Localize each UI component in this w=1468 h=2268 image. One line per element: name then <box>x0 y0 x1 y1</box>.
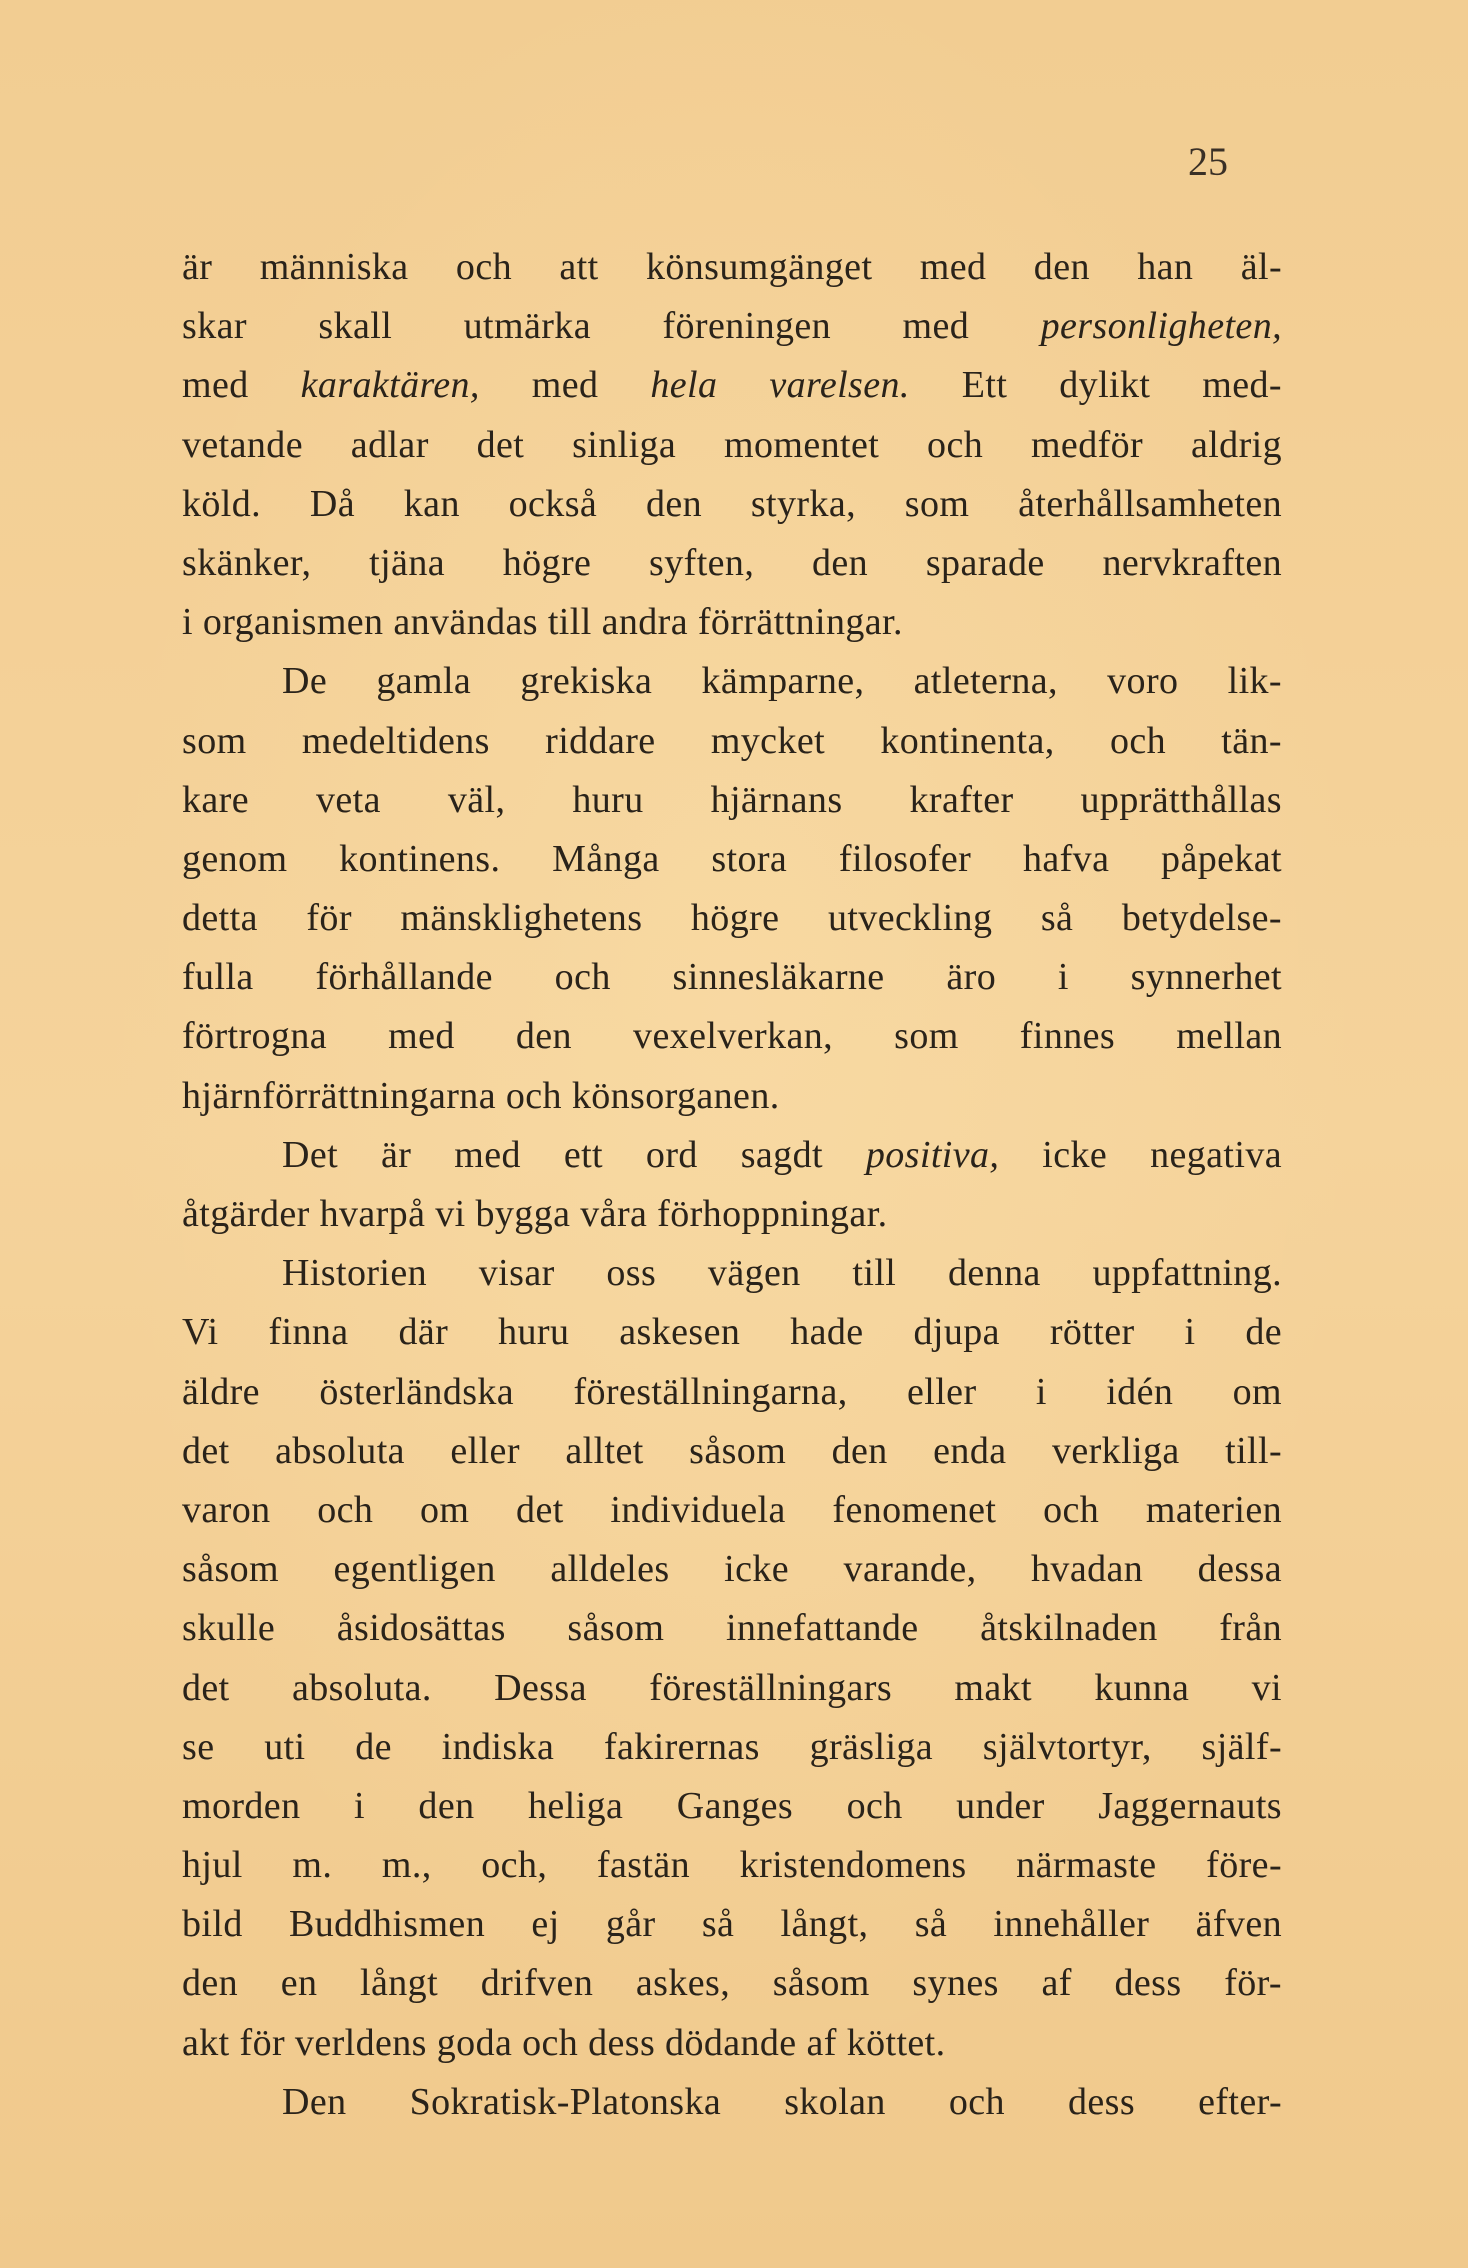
text-line <box>182 1777 1282 1836</box>
text-line <box>182 2014 1282 2073</box>
text-line <box>182 830 1282 889</box>
text-run: skulle åsidosättas såsom innefattande åtskilnaden från <box>182 1607 1282 1650</box>
text-line <box>182 1659 1282 1718</box>
text-run: med <box>182 364 301 407</box>
text-run: skänker, tjäna högre syften, den sparade nervkraften <box>182 541 1282 584</box>
text-run: såsom egentligen alldeles icke varande, hvadan dessa <box>182 1548 1282 1591</box>
text-run: den en långt drifven askes, såsom synes af dess för- <box>182 1962 1282 2005</box>
text-line <box>182 889 1282 948</box>
italic-text-run: karaktären, <box>300 364 480 407</box>
text-run: De gamla grekiska kämparne, atleterna, voro lik- <box>282 660 1282 703</box>
text-line <box>182 1363 1282 1422</box>
text-line <box>182 475 1282 534</box>
text-run: se uti de indiska fakirernas gräsliga självtortyr, själf- <box>182 1725 1282 1768</box>
text-line <box>182 416 1282 475</box>
text-run: köld. Då kan också den styrka, som återhållsamheten <box>182 482 1282 525</box>
text-run: Historien visar oss vägen till denna uppfattning. <box>282 1252 1282 1295</box>
text-line <box>182 534 1282 593</box>
text-run: med <box>479 364 651 407</box>
text-run: Vi finna där huru askesen hade djupa rötter i de <box>182 1311 1282 1354</box>
text-line <box>182 1599 1282 1658</box>
text-line <box>182 1540 1282 1599</box>
text-line <box>182 1954 1282 2013</box>
text-line <box>182 238 1282 297</box>
text-line <box>182 1422 1282 1481</box>
text-run: detta för mänsklighetens högre utveckling så betydelse- <box>182 897 1282 940</box>
text-run: som medeltidens riddare mycket kontinenta, och tän- <box>182 719 1282 762</box>
text-line <box>182 1718 1282 1777</box>
text-run: Ett dylikt med- <box>909 364 1282 407</box>
text-run: hjärnförrättningarna och könsorganen. <box>182 1074 780 1117</box>
text-run: det absoluta. Dessa föreställningars makt kunna vi <box>182 1666 1282 1709</box>
text-run: åtgärder hvarpå vi bygga våra förhoppningar. <box>182 1193 888 1235</box>
text-line <box>182 1126 1282 1185</box>
italic-text-run: positiva, <box>865 1133 1000 1176</box>
text-line <box>182 297 1282 356</box>
text-run: akt för verldens goda och dess dödande af köttet. <box>182 2021 946 2064</box>
text-line <box>182 712 1282 771</box>
text-run: i organismen användas till andra förrättningar. <box>182 601 903 644</box>
text-line <box>182 1244 1282 1303</box>
text-line <box>182 1895 1282 1954</box>
text-line <box>182 356 1282 415</box>
body-text <box>182 238 1282 2132</box>
text-run: skar skall utmärka föreningen med <box>182 305 1041 348</box>
text-line <box>182 2073 1282 2132</box>
text-line <box>182 1303 1282 1362</box>
text-run: kare veta väl, huru hjärnans krafter upprätthållas <box>182 778 1282 821</box>
text-run: det absoluta eller alltet såsom den enda verkliga till- <box>182 1429 1282 1472</box>
text-line <box>182 1185 1282 1244</box>
text-line <box>182 771 1282 830</box>
page-number: 25 <box>1188 139 1228 184</box>
text-run: förtrogna med den vexelverkan, som finnes mellan <box>182 1015 1282 1058</box>
italic-text-run: personligheten, <box>1040 305 1282 348</box>
text-line <box>182 1836 1282 1895</box>
text-run: är människa och att könsumgänget med den han äl- <box>182 246 1282 288</box>
text-line <box>182 1007 1282 1066</box>
text-line <box>182 1067 1282 1126</box>
text-run: bild Buddhismen ej går så långt, så innehåller äfven <box>182 1903 1282 1946</box>
text-run: hjul m. m., och, fastän kristendomens närmaste före- <box>182 1844 1282 1887</box>
text-run: genom kontinens. Många stora filosofer hafva påpekat <box>182 837 1282 880</box>
text-line <box>182 652 1282 711</box>
text-run: Den Sokratisk-Platonska skolan och dess efter- <box>282 2080 1282 2123</box>
italic-text-run: hela varelsen. <box>650 364 910 407</box>
text-run: vetande adlar det sinliga momentet och medför aldrig <box>182 423 1282 466</box>
text-run: äldre österländska föreställningarna, eller i idén om <box>182 1370 1282 1413</box>
text-run: varon och om det individuela fenomenet och materien <box>182 1488 1282 1531</box>
text-line <box>182 593 1282 652</box>
text-run: morden i den heliga Ganges och under Jaggernauts <box>182 1784 1282 1827</box>
text-run: icke negativa <box>999 1133 1282 1176</box>
text-line <box>182 948 1282 1007</box>
text-run: fulla förhållande och sinnesläkarne äro i synnerhet <box>182 956 1282 999</box>
text-run: Det är med ett ord sagdt <box>282 1133 866 1176</box>
text-line <box>182 1481 1282 1540</box>
